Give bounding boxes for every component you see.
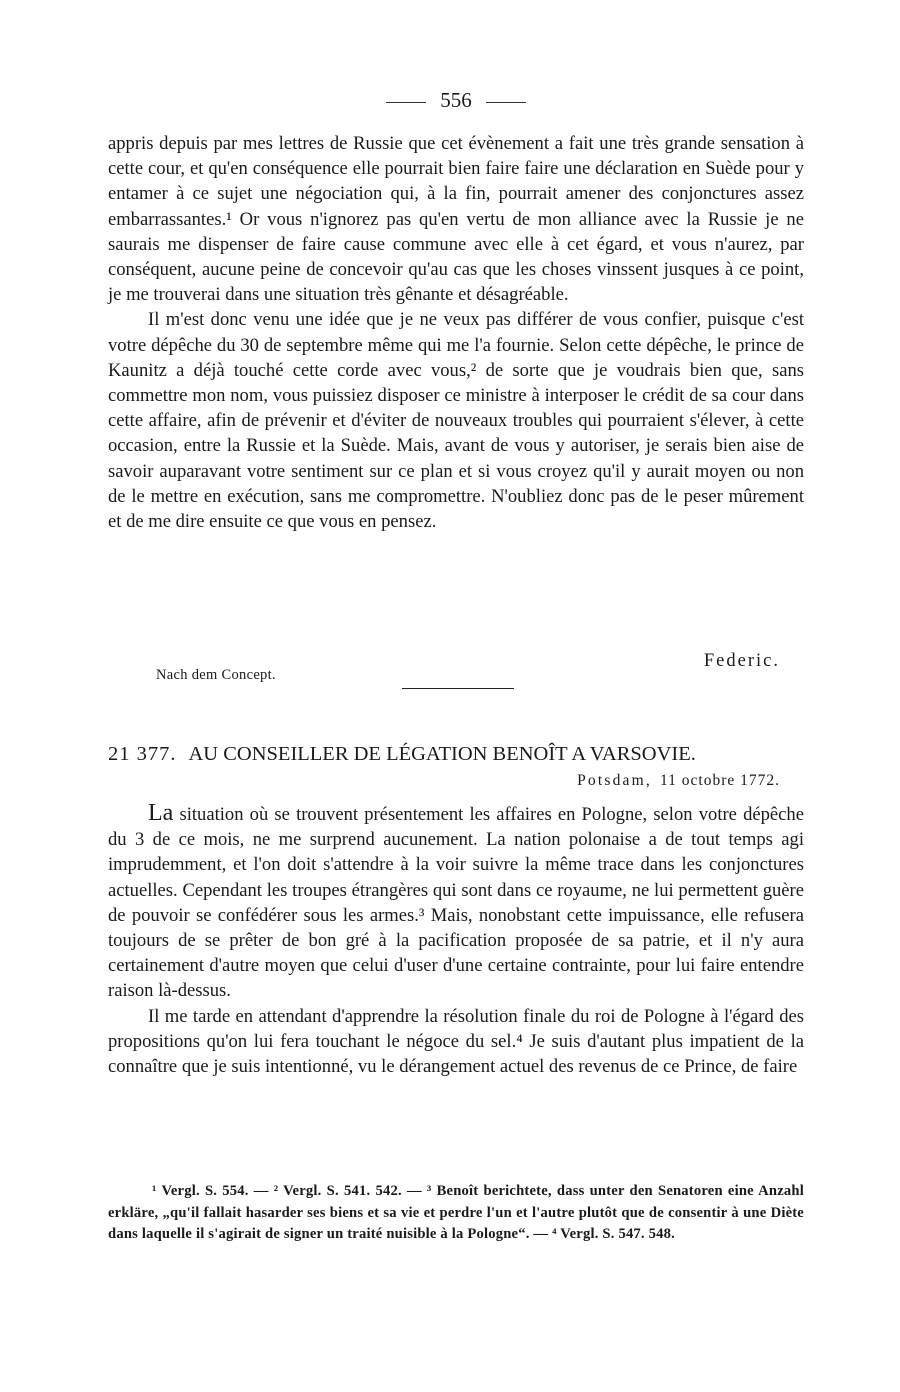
- page-header: [108, 86, 804, 114]
- letter-title: AU CONSEILLER DE LÉGATION BENOÎT A VARSOVIE.: [188, 743, 696, 765]
- letter-2-heading: [108, 740, 804, 768]
- letter-1-body: [108, 131, 804, 534]
- page-number: 556: [440, 88, 472, 112]
- footnotes: [108, 1181, 804, 1246]
- header-dash-left: [386, 102, 426, 103]
- dateline-date: 11 octobre 1772.: [659, 772, 780, 789]
- drop-cap: La: [148, 800, 174, 826]
- dateline-place: Potsdam,: [577, 772, 652, 789]
- footnote-text: ¹ Vergl. S. 554. — ² Vergl. S. 541. 542. — ³ Benoît berichtete, dass unter den Senatoren eine Anzahl erkläre, „qu'il fallait hasarder ses biens et sa vie et perdre l'un et l'autre plutôt que de consentir à une Diète dans laquelle il s'agirait de signer un traité nuisible à la Pologne“. — ⁴ Vergl. S. 547. 548.: [108, 1183, 804, 1242]
- letter-number: 21 377.: [108, 743, 177, 765]
- signature: Federic.: [703, 651, 780, 671]
- letter-2-body: [108, 801, 804, 1079]
- letter-2-paragraph-1: [108, 801, 804, 1004]
- letter-1-paragraph-1: appris depuis par mes lettres de Russie que cet évènement a fait une très grande sensation à cette cour, et qu'en conséquence elle pourrait bien faire faire une déclaration en Suède pour y entamer à ce sujet une négociation qui, à la fin, pourrait amener des conjonctures assez embarrassantes.¹ Or vous n'ignorez pas qu'en vertu de mon alliance avec la Russie je ne saurais me dispenser de faire cause commune avec elle à cet égard, et vous n'aurez, par conséquent, aucune peine de concevoir qu'au cas que les choses vinssent jusques à ce point, je me trouverai dans une situation très gênante et désagréable.: [108, 133, 804, 306]
- letter-1-paragraph-2: Il m'est donc venu une idée que je ne veux pas différer de vous confier, puisque c'est votre dépêche du 30 de septembre même qui me l'a fournie. Selon cette dépêche, le prince de Kaunitz a déjà touché cette corde avec vous,² de sorte que je voudrais bien que, sans commettre mon nom, vous puissiez disposer ce ministre à interposer le crédit de sa cour dans cette affaire, afin de prévenir et d'éviter de nouveaux troubles qui pourraient s'élever, à cette occasion, entre la Russie et la Suède. Mais, avant de vous y autoriser, je serais bien aise de savoir auparavant votre sentiment sur ce plan et si vous croyez qu'il y aurait moyen ou non de le mettre en exécution, sans me compromettre. N'oubliez donc pas de le peser mûrement et de me dire ensuite ce que vous en pensez.: [108, 309, 804, 533]
- letter-2-paragraph-1-text: situation où se trouvent présentement les affaires en Pologne, selon votre dépêche du 3 de ce mois, ne me surprend aucunement. La nation polonaise a de tout temps agi imprudemment, et l'on doit s'attendre à la voir suivre la même trace dans les conjonctures actuelles. Cependant les troupes étrangères qui sont dans ce royaume, ne lui permettent guère de pouvoir se confédérer sous les armes.³ Mais, nonobstant cette impuissance, elle refusera toujours de se prêter de bon gré à la pacification proposée de sa patrie, et il n'y aura certainement d'autre moyen que celui d'user d'une certaine contrainte, pour lui faire entendre raison là-dessus.: [108, 804, 804, 1002]
- letter-2-paragraph-2: Il me tarde en attendant d'apprendre la résolution finale du roi de Pologne à l'égard des propositions qu'on lui fera touchant le négoce du sel.⁴ Je suis d'autant plus impatient de la connaître que je suis intentionné, vu le dérangement actuel des revenus de ce Prince, de faire: [108, 1005, 804, 1078]
- section-divider: [402, 688, 514, 689]
- dateline: [577, 772, 780, 790]
- source-note: Nach dem Concept.: [156, 667, 276, 683]
- header-dash-right: [486, 102, 526, 103]
